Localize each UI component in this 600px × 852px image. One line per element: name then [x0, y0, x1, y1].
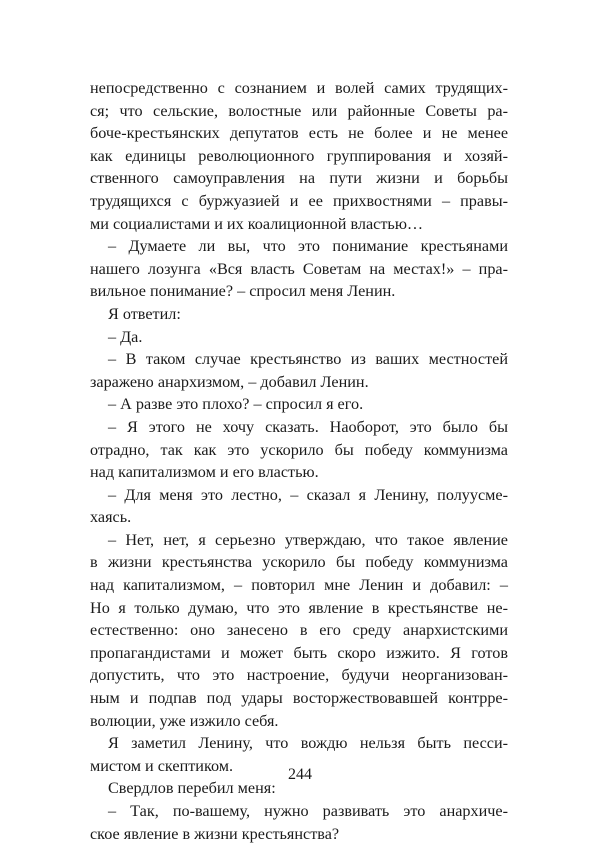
text-line: ным и подпав под удары восторжествовавшей контрре- — [90, 689, 508, 708]
text-line: над капитализмом и его властью. — [90, 463, 319, 482]
text-line: – Нет, нет, я серьезно утверждаю, что такое явление — [108, 530, 508, 549]
page-number: 244 — [288, 766, 312, 783]
text-line: хаясь. — [90, 508, 132, 527]
text-line: – Для меня это лестно, – сказал я Ленину, полуусме- — [108, 485, 508, 504]
text-line: – Я этого не хочу сказать. Наоборот, это было бы — [108, 417, 508, 436]
text-line: вильное понимание? – спросил меня Ленин. — [90, 282, 396, 301]
text-line: допустить, что это настроение, будучи неорганизован- — [90, 666, 508, 685]
text-line: ское явление в жизни крестьянства? — [90, 824, 340, 843]
text-line: Но я только думаю, что это явление в крестьянстве не- — [90, 598, 508, 617]
text-line: нашего лозунга «Вся власть Советам на местах!» – пра- — [90, 259, 508, 278]
text-line: отрадно, так как это ускорило бы победу коммунизма — [90, 440, 508, 459]
text-line: – Так, по-вашему, нужно развивать это анархиче- — [108, 802, 508, 820]
text-line: трудящихся с буржуазией и ее прихвостнями – правы- — [90, 191, 508, 210]
text-line: в жизни крестьянства ускорило бы победу коммунизма — [90, 553, 508, 572]
text-line: – А разве это плохо? – спросил я его. — [108, 395, 364, 414]
text-line: над капитализмом, – повторил мне Ленин и добавил: – — [90, 576, 508, 595]
text-line: заражено анархизмом, – добавил Ленин. — [90, 372, 369, 391]
text-line: Я ответил: — [108, 304, 181, 323]
text-line: Свердлов перебил меня: — [108, 779, 276, 798]
text-line: ми социалистами и их коалиционной властью… — [90, 214, 424, 233]
text-line: боче-крестьянских депутатов есть не более и не менее — [90, 124, 508, 143]
text-line: как единицы революционного группирования и хозяй- — [90, 146, 508, 165]
text-line: – Думаете ли вы, что это понимание крестьянами — [108, 237, 508, 256]
text-line: ся; что сельские, волостные или районные Советы ра- — [90, 101, 508, 120]
page-text — [90, 77, 508, 845]
text-line: – В таком случае крестьянство из ваших местностей — [108, 350, 508, 369]
text-line: ственного самоуправления на пути жизни и борьбы — [90, 169, 508, 188]
text-line: Я заметил Ленину, что вождю нельзя быть песси- — [108, 734, 508, 753]
text-line: – Да. — [108, 327, 143, 346]
text-line: пропагандистами и может быть скоро изжито. Я готов — [90, 643, 508, 662]
text-line: непосредственно с сознанием и волей самих трудящих- — [90, 79, 508, 97]
text-line: мистом и скептиком. — [90, 756, 234, 775]
text-line: естественно: оно занесено в его среду анархистскими — [90, 621, 508, 640]
text-line: волюции, уже изжило себя. — [90, 711, 279, 730]
